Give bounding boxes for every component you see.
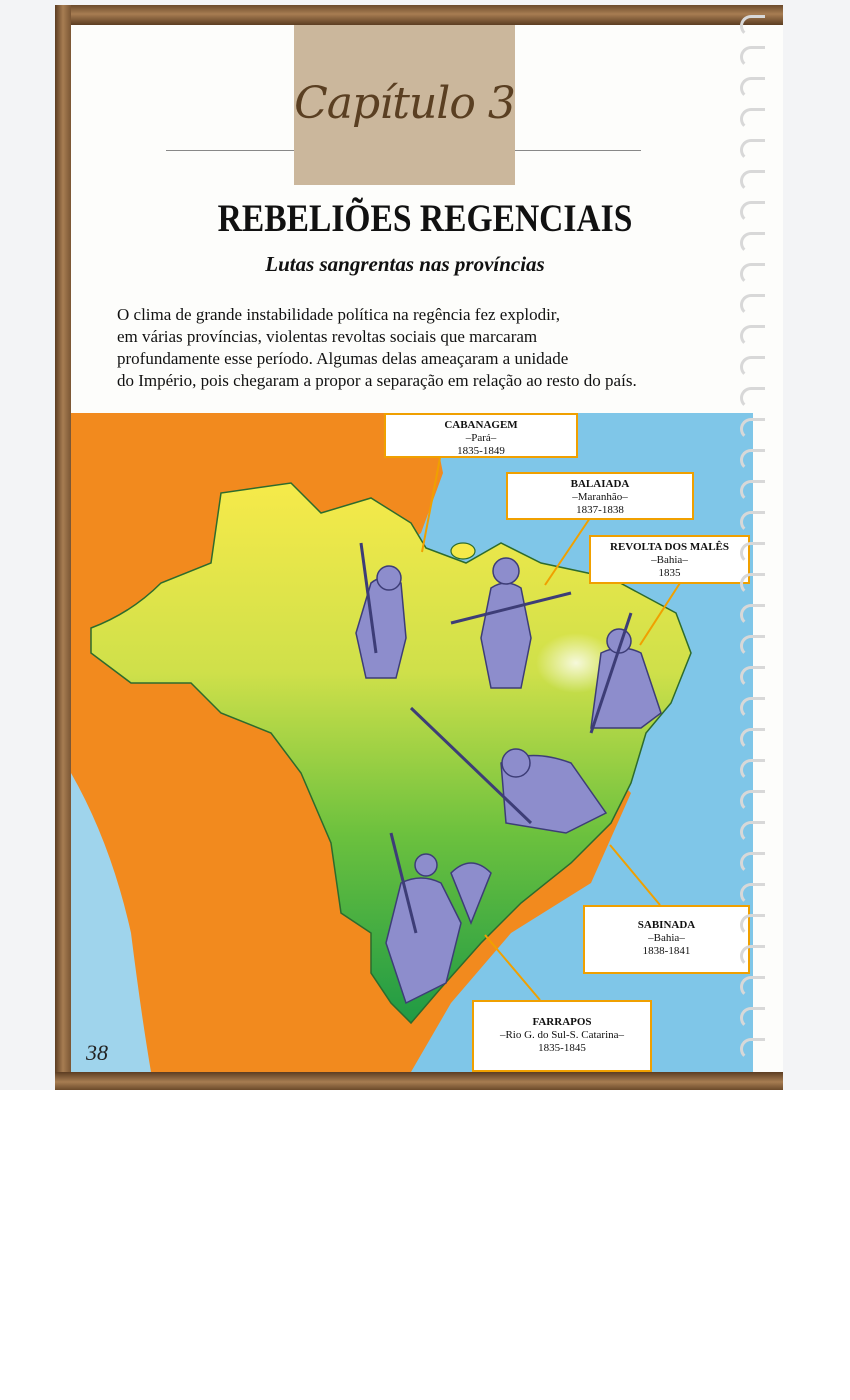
revolt-name: REVOLTA DOS MALÊS xyxy=(610,541,729,553)
divider-right xyxy=(515,150,641,151)
binder-ring-icon xyxy=(740,790,765,812)
intro-line: do Império, pois chegaram a propor a separação em relação ao resto do país. xyxy=(117,371,637,390)
revolt-province: –Bahia– xyxy=(651,554,688,566)
intro-line: O clima de grande instabilidade política na regência fez explodir, xyxy=(117,305,561,324)
revolt-province: –Maranhão– xyxy=(572,491,628,503)
revolt-province: –Rio G. do Sul-S. Catarina– xyxy=(499,1029,625,1041)
intro-line: profundamente esse período. Algumas delas ameaçaram a unidade xyxy=(117,349,569,368)
binder-ring-icon xyxy=(740,139,765,161)
binder-ring-icon xyxy=(740,418,765,440)
binder-ring-icon xyxy=(740,666,765,688)
binder-ring-icon xyxy=(740,46,765,68)
binder-ring-icon xyxy=(740,449,765,471)
revolt-years: 1838-1841 xyxy=(642,945,691,957)
page-frame-bottom xyxy=(55,1072,783,1090)
binder-rings xyxy=(740,15,770,1085)
binder-ring-icon xyxy=(740,945,765,967)
revolt-years: 1837-1838 xyxy=(576,504,624,516)
revolt-years: 1835-1845 xyxy=(538,1042,586,1054)
binder-ring-icon xyxy=(740,883,765,905)
binder-ring-icon xyxy=(740,542,765,564)
page-title: REBELIÕES REGENCIAIS xyxy=(217,197,633,240)
revolt-name: SABINADA xyxy=(637,919,696,931)
revolt-years: 1835 xyxy=(658,567,681,579)
revolt-name: CABANAGEM xyxy=(444,419,518,431)
divider-left xyxy=(166,150,294,151)
binder-ring-icon xyxy=(740,759,765,781)
binder-ring-icon xyxy=(740,232,765,254)
page-subtitle: Lutas sangrentas nas províncias xyxy=(265,252,545,276)
binder-ring-icon xyxy=(740,1038,765,1060)
label-revolta-dos-males xyxy=(589,535,750,584)
binder-ring-icon xyxy=(740,821,765,843)
binder-ring-icon xyxy=(740,852,765,874)
marajo-island xyxy=(451,543,475,559)
binder-ring-icon xyxy=(740,356,765,378)
binder-ring-icon xyxy=(740,263,765,285)
page-number: 38 xyxy=(86,1040,108,1065)
label-farrapos xyxy=(472,1000,652,1072)
binder-ring-icon xyxy=(740,170,765,192)
revolt-province: –Bahia– xyxy=(648,932,685,944)
revolt-name: FARRAPOS xyxy=(532,1016,592,1028)
binder-ring-icon xyxy=(740,108,765,130)
binder-ring-icon xyxy=(740,728,765,750)
binder-ring-icon xyxy=(740,604,765,626)
binder-ring-icon xyxy=(740,15,765,37)
revolt-province: –Pará– xyxy=(465,432,497,444)
binder-ring-icon xyxy=(740,573,765,595)
binder-ring-icon xyxy=(740,387,765,409)
revolt-years: 1835-1849 xyxy=(457,445,505,457)
binder-ring-icon xyxy=(740,1007,765,1029)
page-frame-left xyxy=(55,5,71,1090)
binder-ring-icon xyxy=(740,697,765,719)
chapter-label: Capítulo 3 xyxy=(294,78,515,129)
binder-ring-icon xyxy=(740,325,765,347)
binder-ring-icon xyxy=(740,914,765,936)
label-balaiada xyxy=(506,472,694,520)
label-sabinada xyxy=(583,905,750,974)
intro-paragraph xyxy=(117,304,737,392)
binder-ring-icon xyxy=(740,294,765,316)
page-frame-top xyxy=(55,5,783,25)
binder-ring-icon xyxy=(740,511,765,533)
revolt-name: BALAIADA xyxy=(570,478,630,490)
binder-ring-icon xyxy=(740,201,765,223)
label-cabanagem xyxy=(384,413,578,458)
binder-ring-icon xyxy=(740,77,765,99)
intro-line: em várias províncias, violentas revoltas sociais que marcaram xyxy=(117,327,538,346)
binder-ring-icon xyxy=(740,480,765,502)
binder-ring-icon xyxy=(740,976,765,998)
binder-ring-icon xyxy=(740,635,765,657)
